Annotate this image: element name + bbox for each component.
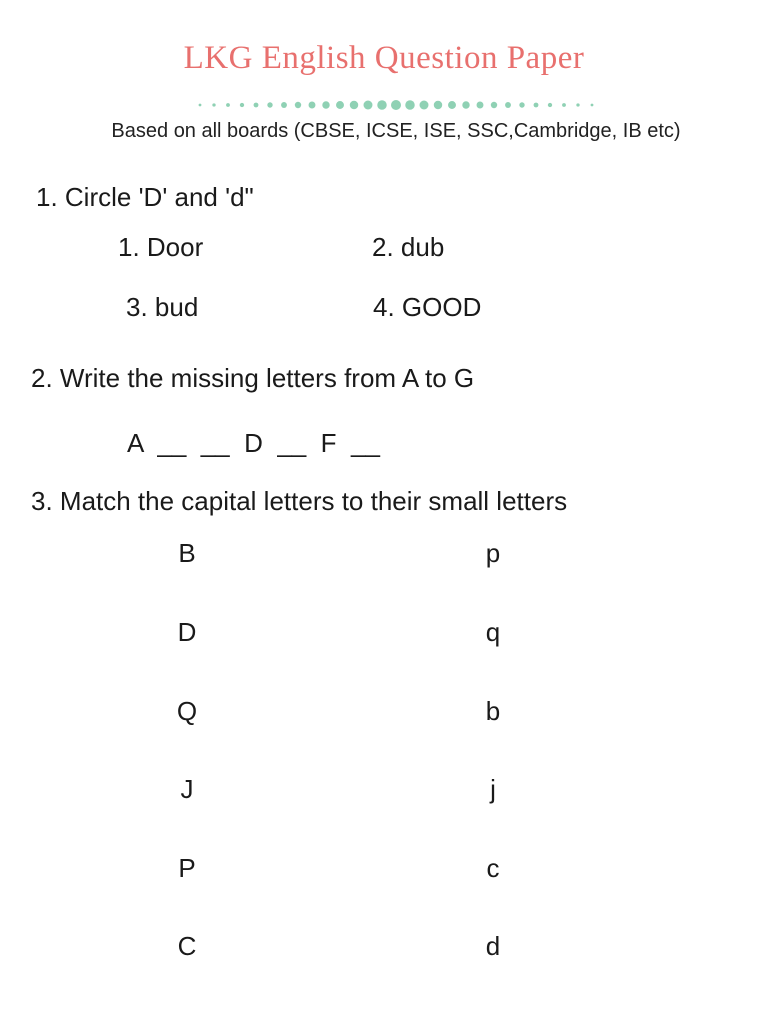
q1-option-4: 4. GOOD xyxy=(373,292,482,322)
divider-dot xyxy=(364,101,373,110)
divider-dot xyxy=(391,100,401,110)
q1-option-2: 2. dub xyxy=(372,232,445,262)
divider-dot xyxy=(281,102,287,108)
divider-dot xyxy=(226,103,230,107)
divider-dot xyxy=(491,102,497,108)
page-title: LKG English Question Paper xyxy=(183,40,585,76)
divider-dot xyxy=(562,103,566,107)
divider-dot xyxy=(519,102,524,107)
divider-dot xyxy=(576,103,579,106)
divider-dot xyxy=(309,102,316,109)
divider-dot xyxy=(434,101,442,109)
divider-dot xyxy=(212,103,215,106)
divider-dot xyxy=(591,104,594,107)
capital-letter: P xyxy=(178,853,196,883)
divider-dot xyxy=(240,103,244,107)
decorative-dot-divider xyxy=(196,98,596,112)
q2-letter-sequence: A __ __ D __ F __ xyxy=(127,428,380,458)
divider-dot xyxy=(548,103,552,107)
capital-letter: Q xyxy=(176,696,198,726)
small-letter: d xyxy=(485,931,501,961)
divider-dot xyxy=(336,101,344,109)
divider-dot xyxy=(350,101,358,109)
divider-dot xyxy=(462,101,469,108)
small-letter: p xyxy=(485,538,501,568)
divider-dot xyxy=(254,103,259,108)
q1-option-1: 1. Door xyxy=(118,232,204,262)
divider-dot xyxy=(420,101,429,110)
capital-letter: B xyxy=(178,538,196,568)
divider-dot xyxy=(405,100,414,109)
question-1: 1. Circle 'D' and 'd" xyxy=(36,182,254,212)
capital-letter: C xyxy=(177,931,197,961)
divider-dot xyxy=(448,101,456,109)
divider-dot xyxy=(505,102,511,108)
question-3: 3. Match the capital letters to their small letters xyxy=(31,486,568,516)
small-letter: j xyxy=(490,774,496,804)
question-2: 2. Write the missing letters from A to G xyxy=(31,363,475,393)
page-subtitle: Based on all boards (CBSE, ICSE, ISE, SSC,Cambridge, IB etc) xyxy=(111,120,681,142)
capital-letter: J xyxy=(180,774,194,804)
divider-dot xyxy=(322,101,329,108)
divider-dot xyxy=(295,102,301,108)
divider-dot xyxy=(267,102,272,107)
divider-dot xyxy=(199,104,202,107)
small-letter: q xyxy=(485,617,501,647)
small-letter: c xyxy=(486,853,500,883)
small-letter: b xyxy=(485,696,501,726)
divider-dot xyxy=(477,102,484,109)
capital-letter: D xyxy=(177,617,197,647)
q1-option-3: 3. bud xyxy=(126,292,199,322)
divider-dot xyxy=(377,100,386,109)
divider-dot xyxy=(534,103,539,108)
